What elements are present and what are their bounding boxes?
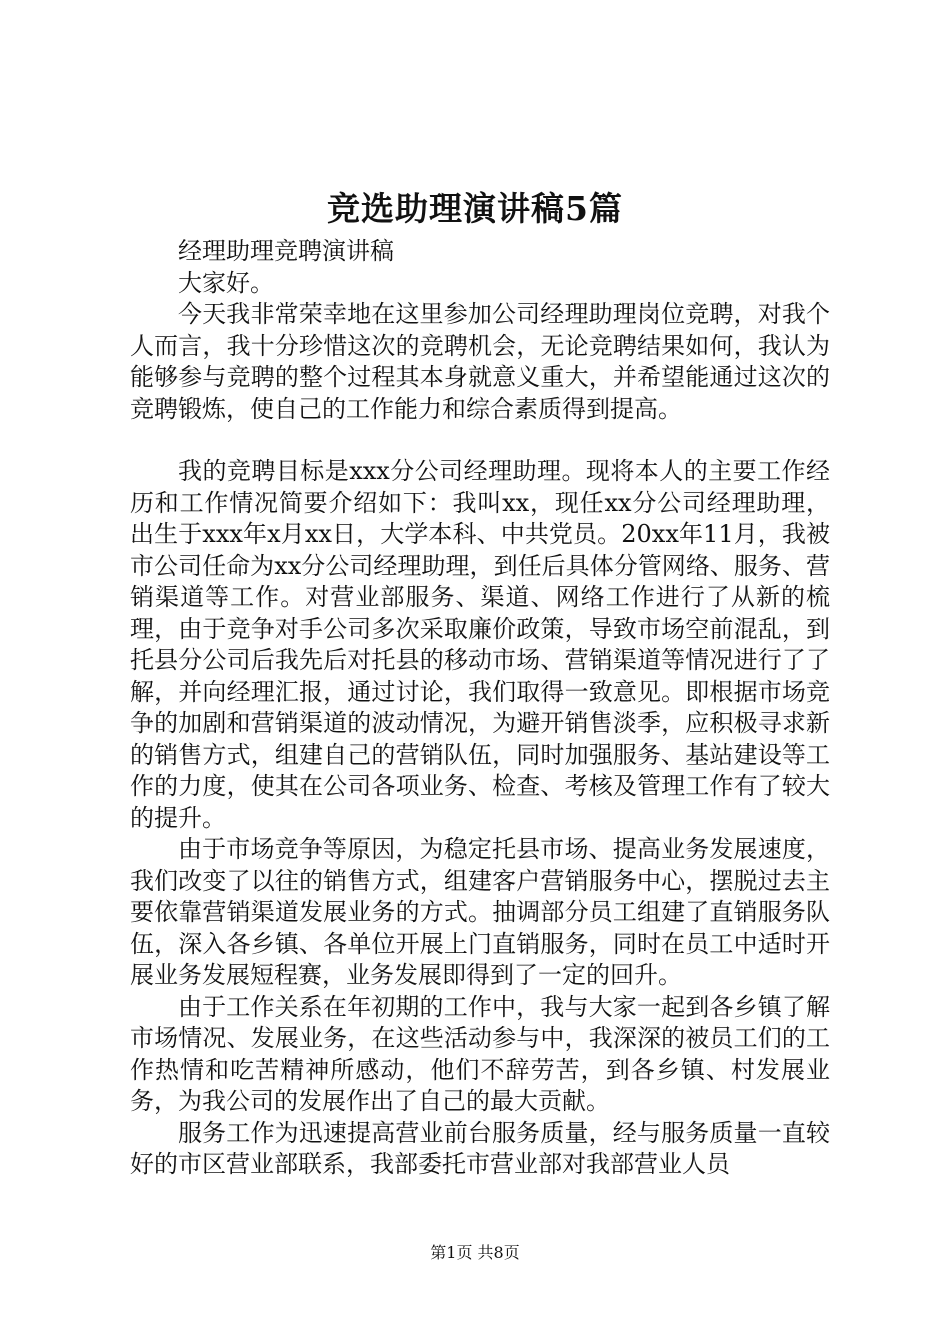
document-body bbox=[130, 236, 830, 1181]
paragraph-intro: 今天我非常荣幸地在这里参加公司经理助理岗位竞聘，对我个人而言，我十分珍惜这次的竞聘机会，无论竞聘结果如何，我认为能够参与竞聘的整个过程其本身就意义重大，并希望能通过这次的竞聘锻炼，使自己的工作能力和综合素质得到提高。 bbox=[130, 300, 830, 423]
paragraph-service: 服务工作为迅速提高营业前台服务质量，经与服务质量一直较好的市区营业部联系，我部委托市营业部对我部营业人员 bbox=[130, 1118, 830, 1178]
document-title: 竞选助理演讲稿5篇 bbox=[327, 189, 623, 228]
paragraph-work-relations: 由于工作关系在年初期的工作中，我与大家一起到各乡镇了解市场情况、发展业务，在这些活动参与中，我深深的被员工们的工作热情和吃苦精神所感动，他们不辞劳苦，到各乡镇、村发展业务，为我公司的发展作出了自己的最大贡献。 bbox=[130, 992, 830, 1115]
paragraph-greeting: 大家好。 bbox=[178, 268, 274, 297]
paragraph-subtitle: 经理助理竞聘演讲稿 bbox=[178, 237, 394, 265]
paragraph-market: 由于市场竞争等原因，为稳定托县市场、提高业务发展速度，我们改变了以往的销售方式，组建客户营销服务中心，摆脱过去主要依靠营销渠道发展业务的方式。抽调部分员工组建了直销服务队伍，深入各乡镇、各单位开展上门直销服务，同时在员工中适时开展业务发展短程赛，业务发展即得到了一定的回升。 bbox=[130, 835, 830, 989]
page-footer: 第1页 共8页 bbox=[430, 1243, 520, 1262]
paragraph-goal: 我的竞聘目标是xxx分公司经理助理。现将本人的主要工作经历和工作情况简要介绍如下：我叫xx，现任xx分公司经理助理，出生于xxx年x月xx日，大学本科、中共党员。20xx年11月，我被市公司任命为xx分公司经理助理，到任后具体分管网络、服务、营销渠道等工作。对营业部服务、渠道、网络工作进行了从新的梳理，由于竞争对手公司多次采取廉价政策，导致市场空前混乱，到托县分公司后我先后对托县的移动市场、营销渠道等情况进行了了解，并向经理汇报，通过讨论，我们取得一致意见。即根据市场竞争的加剧和营销渠道的波动情况，为避开销售淡季，应积极寻求新的销售方式，组建自己的营销队伍，同时加强服务、基站建设等工作的力度，使其在公司各项业务、检查、考核及管理工作有了较大的提升。 bbox=[130, 457, 830, 832]
